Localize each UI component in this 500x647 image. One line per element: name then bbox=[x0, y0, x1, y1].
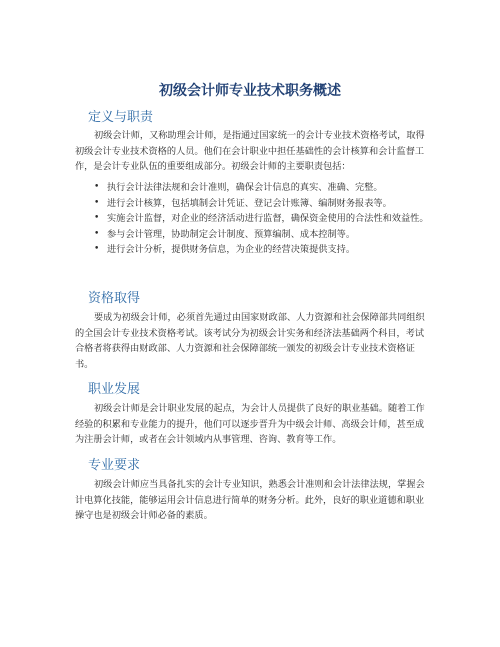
duty-item bbox=[75, 180, 431, 196]
duty-text: 执行会计法律法规和会计准则，确保会计信息的真实、准确、完整。 bbox=[107, 182, 383, 193]
duty-item bbox=[75, 196, 431, 212]
duties-list bbox=[75, 180, 431, 258]
duty-item bbox=[75, 227, 431, 243]
document-title: 初级会计师专业技术职务概述 bbox=[159, 83, 341, 99]
section-paragraph-definition: 初级会计师，又称助理会计师，是指通过国家统一的会计专业技术资格考试，取得初级会计专业技术资格的人员。他们在会计职业中担任基础性的会计核算和会计监督工作，是会计专业队伍的重要组成部分。初级会计师的主要职责包括： bbox=[75, 130, 425, 173]
duty-item bbox=[75, 211, 431, 227]
bullet-icon: • bbox=[94, 244, 100, 255]
section-heading-career: 职业发展 bbox=[88, 382, 141, 397]
bullet-icon: • bbox=[94, 228, 100, 239]
duty-text: 进行会计分析，提供财务信息，为企业的经营决策提供支持。 bbox=[107, 244, 356, 256]
bullet-icon: • bbox=[94, 182, 100, 192]
section-heading-qualification: 资格取得 bbox=[88, 291, 141, 306]
duty-item bbox=[75, 242, 431, 258]
bullet-icon: • bbox=[94, 213, 100, 224]
section-heading-requirements: 专业要求 bbox=[88, 458, 141, 473]
section-paragraph-requirements: 初级会计师应当具备扎实的会计专业知识，熟悉会计准则和会计法律法规，掌握会计电算化技能，能够运用会计信息进行简单的财务分析。此外，良好的职业道德和职业操守也是初级会计师必备的素质。 bbox=[75, 479, 425, 522]
duty-text: 参与会计管理，协助制定会计制度、预算编制、成本控制等。 bbox=[107, 228, 356, 240]
duty-text: 进行会计核算，包括填制会计凭证、登记会计账簿、编制财务报表等。 bbox=[107, 197, 392, 209]
section-paragraph-career: 初级会计师是会计职业发展的起点，为会计人员提供了良好的职业基础。随着工作经验的积累和专业能力的提升，他们可以逐步晋升为中级会计师、高级会计师，甚至成为注册会计师，或者在会计领域内从事管理、咨询、教育等工作。 bbox=[75, 403, 425, 446]
duty-text: 实施会计监督，对企业的经济活动进行监督，确保资金使用的合法性和效益性。 bbox=[107, 213, 429, 225]
section-heading-definition: 定义与职责 bbox=[88, 110, 154, 125]
bullet-icon: • bbox=[94, 197, 100, 208]
section-paragraph-qualification: 要成为初级会计师，必须首先通过由国家财政部、人力资源和社会保障部共同组织的全国会计专业技术资格考试。该考试分为初级会计实务和经济法基础两个科目，考试合格者将获得由财政部、人力资源和社会保障部统一颁发的初级会计专业技术资格证书。 bbox=[75, 312, 425, 370]
